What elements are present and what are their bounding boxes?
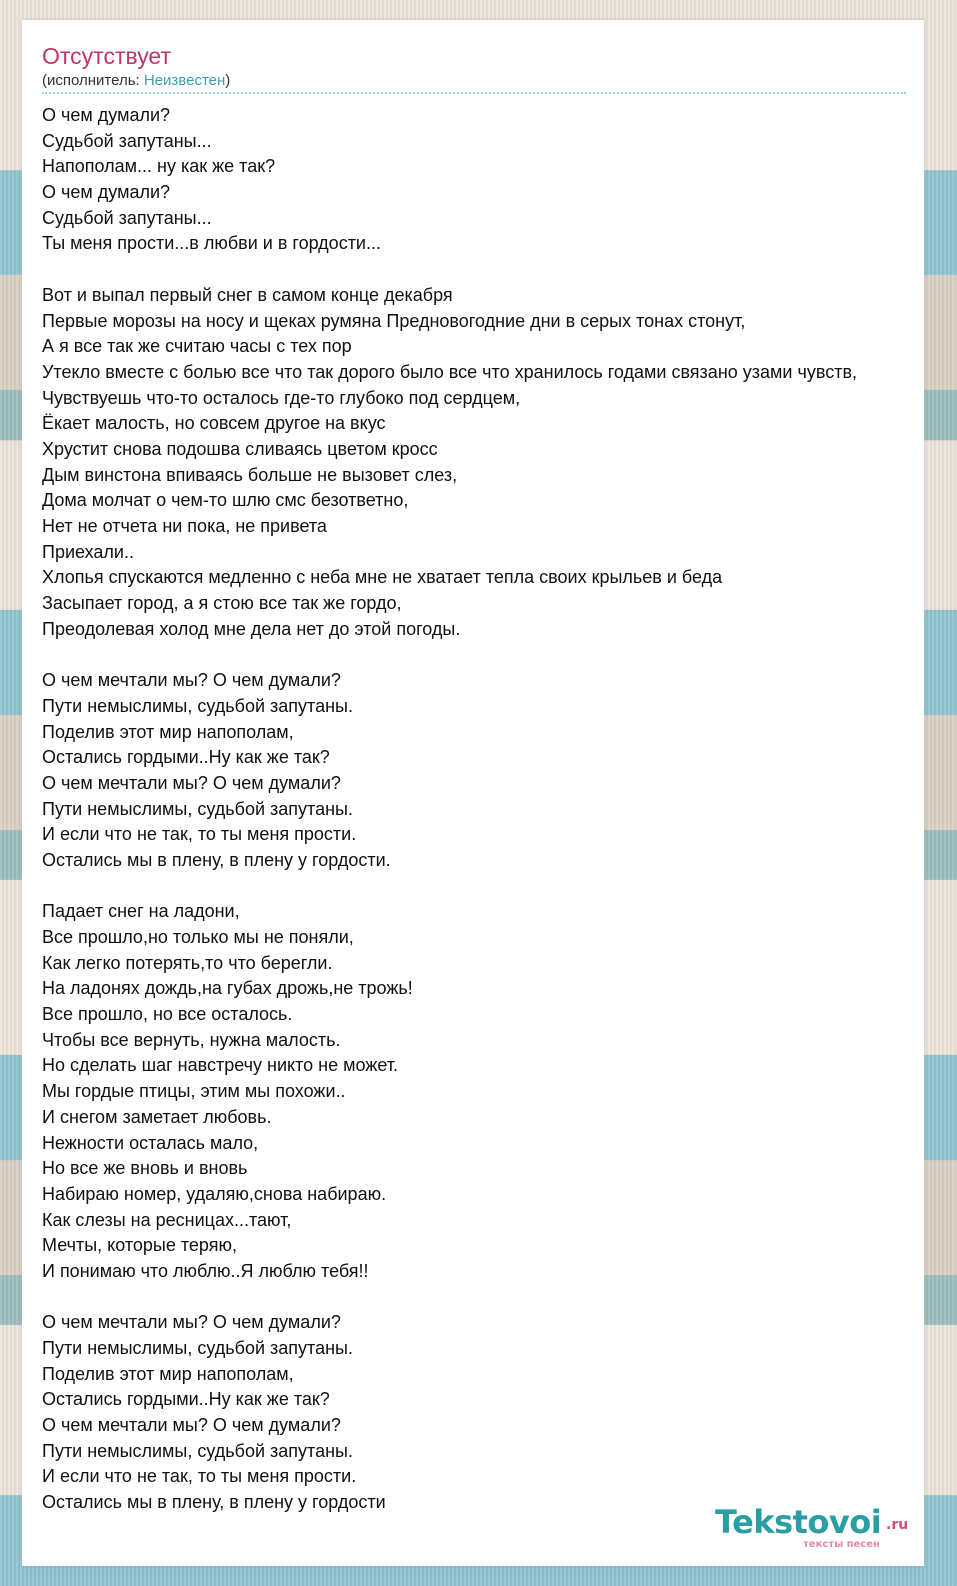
lyric-line: Нет не отчета ни пока, не привета xyxy=(42,516,327,536)
stanza-break xyxy=(42,1285,957,1311)
lyric-line: Пути немыслимы, судьбой запутаны. xyxy=(42,1338,353,1358)
lyric-line: Вот и выпал первый снег в самом конце декабря xyxy=(42,284,453,305)
lyric-line: О чем мечтали мы? О чем думали? xyxy=(42,772,341,793)
lyric-line: А я все так же считаю часы с тех пор xyxy=(42,336,352,357)
lyric-line: Но все же вновь и вновь xyxy=(42,1158,248,1179)
artist-prefix: (исполнитель: xyxy=(42,72,144,89)
lyric-line: Пути немыслимы, судьбой запутаны. xyxy=(42,1440,353,1461)
lyric-line: О чем думали? xyxy=(42,182,171,203)
lyric-line: Поделив этот мир напополам, xyxy=(42,721,294,742)
lyric-line: Остались мы в плену, в плену у гордости. xyxy=(42,849,391,870)
lyrics-text xyxy=(42,103,957,1516)
lyric-line: О чем думали? xyxy=(42,105,171,125)
stanza-break xyxy=(42,874,957,900)
lyric-line: О чем мечтали мы? О чем думали? xyxy=(42,1312,341,1333)
lyric-line: Приехали.. xyxy=(42,541,134,562)
lyric-line: Дым винстона впиваясь больше не вызовет слез, xyxy=(42,464,458,485)
lyric-line: Пути немыслимы, судьбой запутаны. xyxy=(42,695,353,716)
lyric-line: Все прошло,но только мы не поняли, xyxy=(42,927,354,947)
lyric-line: И снегом заметает любовь. xyxy=(42,1106,272,1127)
lyric-line: Как слезы на ресницах...тают, xyxy=(42,1209,292,1230)
lyrics-panel xyxy=(22,20,924,1566)
lyric-line: Остались гордыми..Ну как же так? xyxy=(42,747,330,768)
artist-suffix: ) xyxy=(225,72,231,89)
lyric-line: И понимаю что люблю..Я люблю тебя!! xyxy=(42,1260,369,1281)
lyric-line: Мы гордые птицы, этим мы похожи.. xyxy=(42,1081,346,1102)
logo-domain: .ru xyxy=(886,1517,909,1533)
lyric-line: Чувствуешь что-то осталось где-то глубоко под сердцем, xyxy=(42,387,521,408)
artist-link[interactable]: Неизвестен xyxy=(143,72,226,89)
lyric-line: Остались гордыми..Ну как же так? xyxy=(42,1389,330,1410)
lyric-line: Все прошло, но все осталось. xyxy=(42,1004,293,1025)
artist-line xyxy=(42,72,230,90)
logo-tagline: тексты песен xyxy=(803,1539,880,1550)
lyric-line: Напополам... ну как же так? xyxy=(42,156,276,177)
lyric-line: Падает снег на ладони, xyxy=(42,901,240,922)
lyric-line: Судьбой запутаны... xyxy=(42,207,212,228)
lyric-line: О чем мечтали мы? О чем думали? xyxy=(42,670,341,691)
lyric-line: Преодолевая холод мне дела нет до этой погоды. xyxy=(42,618,461,639)
title-divider xyxy=(42,92,906,94)
lyric-line: Ты меня прости...в любви и в гордости... xyxy=(42,233,381,254)
lyric-line: Засыпает город, а я стою все так же гордо, xyxy=(42,593,402,614)
lyric-line: И если что не так, то ты меня прости. xyxy=(42,1466,357,1487)
lyric-line: О чем мечтали мы? О чем думали? xyxy=(42,1415,341,1436)
lyric-line: Пути немыслимы, судьбой запутаны. xyxy=(42,798,353,819)
lyric-line: Чтобы все вернуть, нужна малость. xyxy=(42,1029,341,1050)
lyric-line: Но сделать шаг навстречу никто не может. xyxy=(42,1055,399,1076)
lyric-line: Набираю номер, удаляю,снова набираю. xyxy=(42,1183,387,1204)
lyric-line: Как легко потерять,то что берегли. xyxy=(42,952,333,973)
lyric-line: Мечты, которые теряю, xyxy=(42,1235,237,1256)
lyric-line: Первые морозы на носу и щеках румяна Предновогодние дни в серых тонах стонут, xyxy=(42,310,746,331)
lyric-line: Поделив этот мир напополам, xyxy=(42,1363,294,1384)
lyric-line: Дома молчат о чем-то шлю смс безответно, xyxy=(42,490,409,511)
stanza-break xyxy=(42,642,957,668)
logo-wordmark: Tekstovoi xyxy=(715,1503,882,1541)
lyric-line: Хрустит снова подошва сливаясь цветом кросс xyxy=(42,438,438,459)
lyric-line: Хлопья спускаются медленно с неба мне не хватает тепла своих крыльев и беда xyxy=(42,567,723,588)
lyric-line: Судьбой запутаны... xyxy=(42,130,212,151)
lyric-line: На ладонях дождь,на губах дрожь,не трожь! xyxy=(42,978,413,999)
site-logo[interactable] xyxy=(715,1502,925,1552)
lyric-line: Остались мы в плену, в плену у гордости xyxy=(42,1492,386,1513)
lyric-line: Утекло вместе с болью все что так дорого было все что хранилось годами связано узами чувств, xyxy=(42,361,858,382)
stanza-break xyxy=(42,257,957,283)
lyric-line: И если что не так, то ты меня прости. xyxy=(42,824,357,845)
lyric-line: Ёкает малость, но совсем другое на вкус xyxy=(42,413,386,434)
song-title: Отсутствует xyxy=(42,43,171,69)
lyric-line: Нежности осталась мало, xyxy=(42,1132,259,1153)
